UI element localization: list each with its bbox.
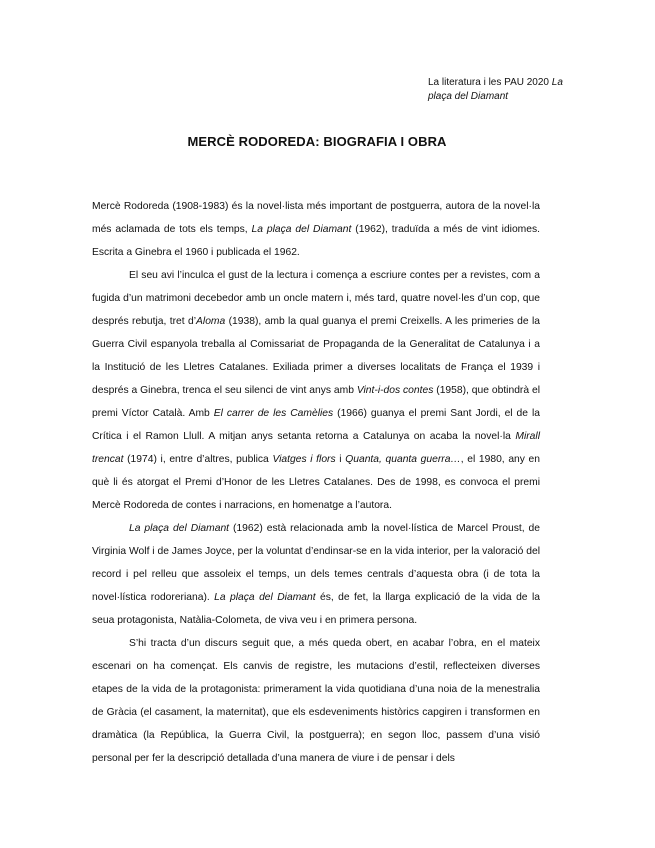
paragraph — [92, 264, 540, 517]
text-run: (1938), amb la qual guanya el premi Creixells. A les primeries de la Guerra Civil espanyola treballa al Comissariat de Propaganda de la Generalitat de Catalunya i a la Institució de les Lletres Catalanes. Exiliada primer a diverses localitats de França el 1939 i després a Ginebra, trenca el seu silenci de vint anys amb — [92, 316, 541, 396]
paragraph — [92, 517, 540, 632]
italic-text: La plaça del Diamant — [129, 523, 230, 534]
text-run: (1962) està relacionada amb la novel·lística de Marcel Proust, de Virginia Wolf i de James Joyce, per la voluntat d’endinsar-se en la vida interior, per la valoració del record i pel relleu que assoleix el temps, un dels temes centrals d’aquesta obra (i de tota la novel·lística rodoreriana). — [92, 523, 540, 603]
page-title: MERCÈ RODOREDA: BIOGRAFIA I OBRA — [187, 134, 447, 149]
text-run: , el 1980, any en què li és atorgat el Premi d’Honor de les Lletres Catalanes. Des de 1998, es convoca el premi Mercè Rodoreda de contes i narracions, en homenatge a l’autora. — [92, 454, 541, 511]
header-course: La literatura i les PAU 2020 — [428, 77, 552, 88]
text-run: i — [335, 454, 346, 465]
text-run: El seu avi l’inculca el gust de la lectura i comença a escriure contes per a revistes, com a fugida d’un matrimoni decebedor amb un oncle matern i, més tard, quatre novel·les d’un cop, que després rebutja, tret d’ — [92, 270, 540, 327]
italic-text: Mirall trencat — [92, 431, 540, 465]
italic-text: Quanta, quanta guerra… — [345, 454, 461, 465]
italic-text: El carrer de les Camèlies — [213, 408, 334, 419]
paragraph — [92, 632, 540, 770]
text-run: (1974) i, entre d’altres, publica — [123, 454, 273, 465]
text-run: (1966) guanya el premi Sant Jordi, el de la Crítica i el Ramon Llull. A mitjan anys setanta retorna a Catalunya on acaba la novel·la — [92, 408, 540, 442]
italic-text: La plaça del Diamant — [251, 224, 352, 235]
text-run: S’hi tracta d’un discurs seguit que, a més queda obert, en acabar l’obra, en el mateix escenari on ha començat. Els canvis de registre, les mutacions d’estil, reflecteixen diverses etapes de la vida de la protagonista: primerament la vida quotidiana d’una noia de la menestralia de Gràcia (el casament, la maternitat), que els esdeveniments històrics capgiren i transformen en dramàtica (la República, la Guerra Civil, la postguerra); en segon lloc, passem d’una visió personal per fer la descripció detallada d’una manera de viure i de pensar i dels — [92, 638, 540, 764]
italic-text: Aloma — [196, 316, 226, 327]
text-run: és, de fet, la llarga explicació de la vida de la seua protagonista, Natàlia-Colometa, de viva veu i en primera persona. — [92, 592, 540, 626]
text-run: Mercè Rodoreda (1908-1983) és la novel·lista més important de postguerra, autora de la novel·la més aclamada de tots els temps, — [92, 201, 540, 235]
text-run: (1962), traduïda a més de vint idiomes. Escrita a Ginebra el 1960 i publicada el 1962. — [92, 224, 540, 258]
text-run: (1958), que obtindrà el premi Víctor Català. Amb — [92, 385, 540, 419]
italic-text: Vint-i-dos contes — [356, 385, 434, 396]
body-text — [92, 195, 540, 770]
header-work-title: La plaça del Diamant — [428, 77, 563, 102]
paragraph — [92, 195, 540, 264]
italic-text: Viatges i flors — [272, 454, 336, 465]
italic-text: La plaça del Diamant — [214, 592, 316, 603]
header-note — [428, 76, 568, 104]
